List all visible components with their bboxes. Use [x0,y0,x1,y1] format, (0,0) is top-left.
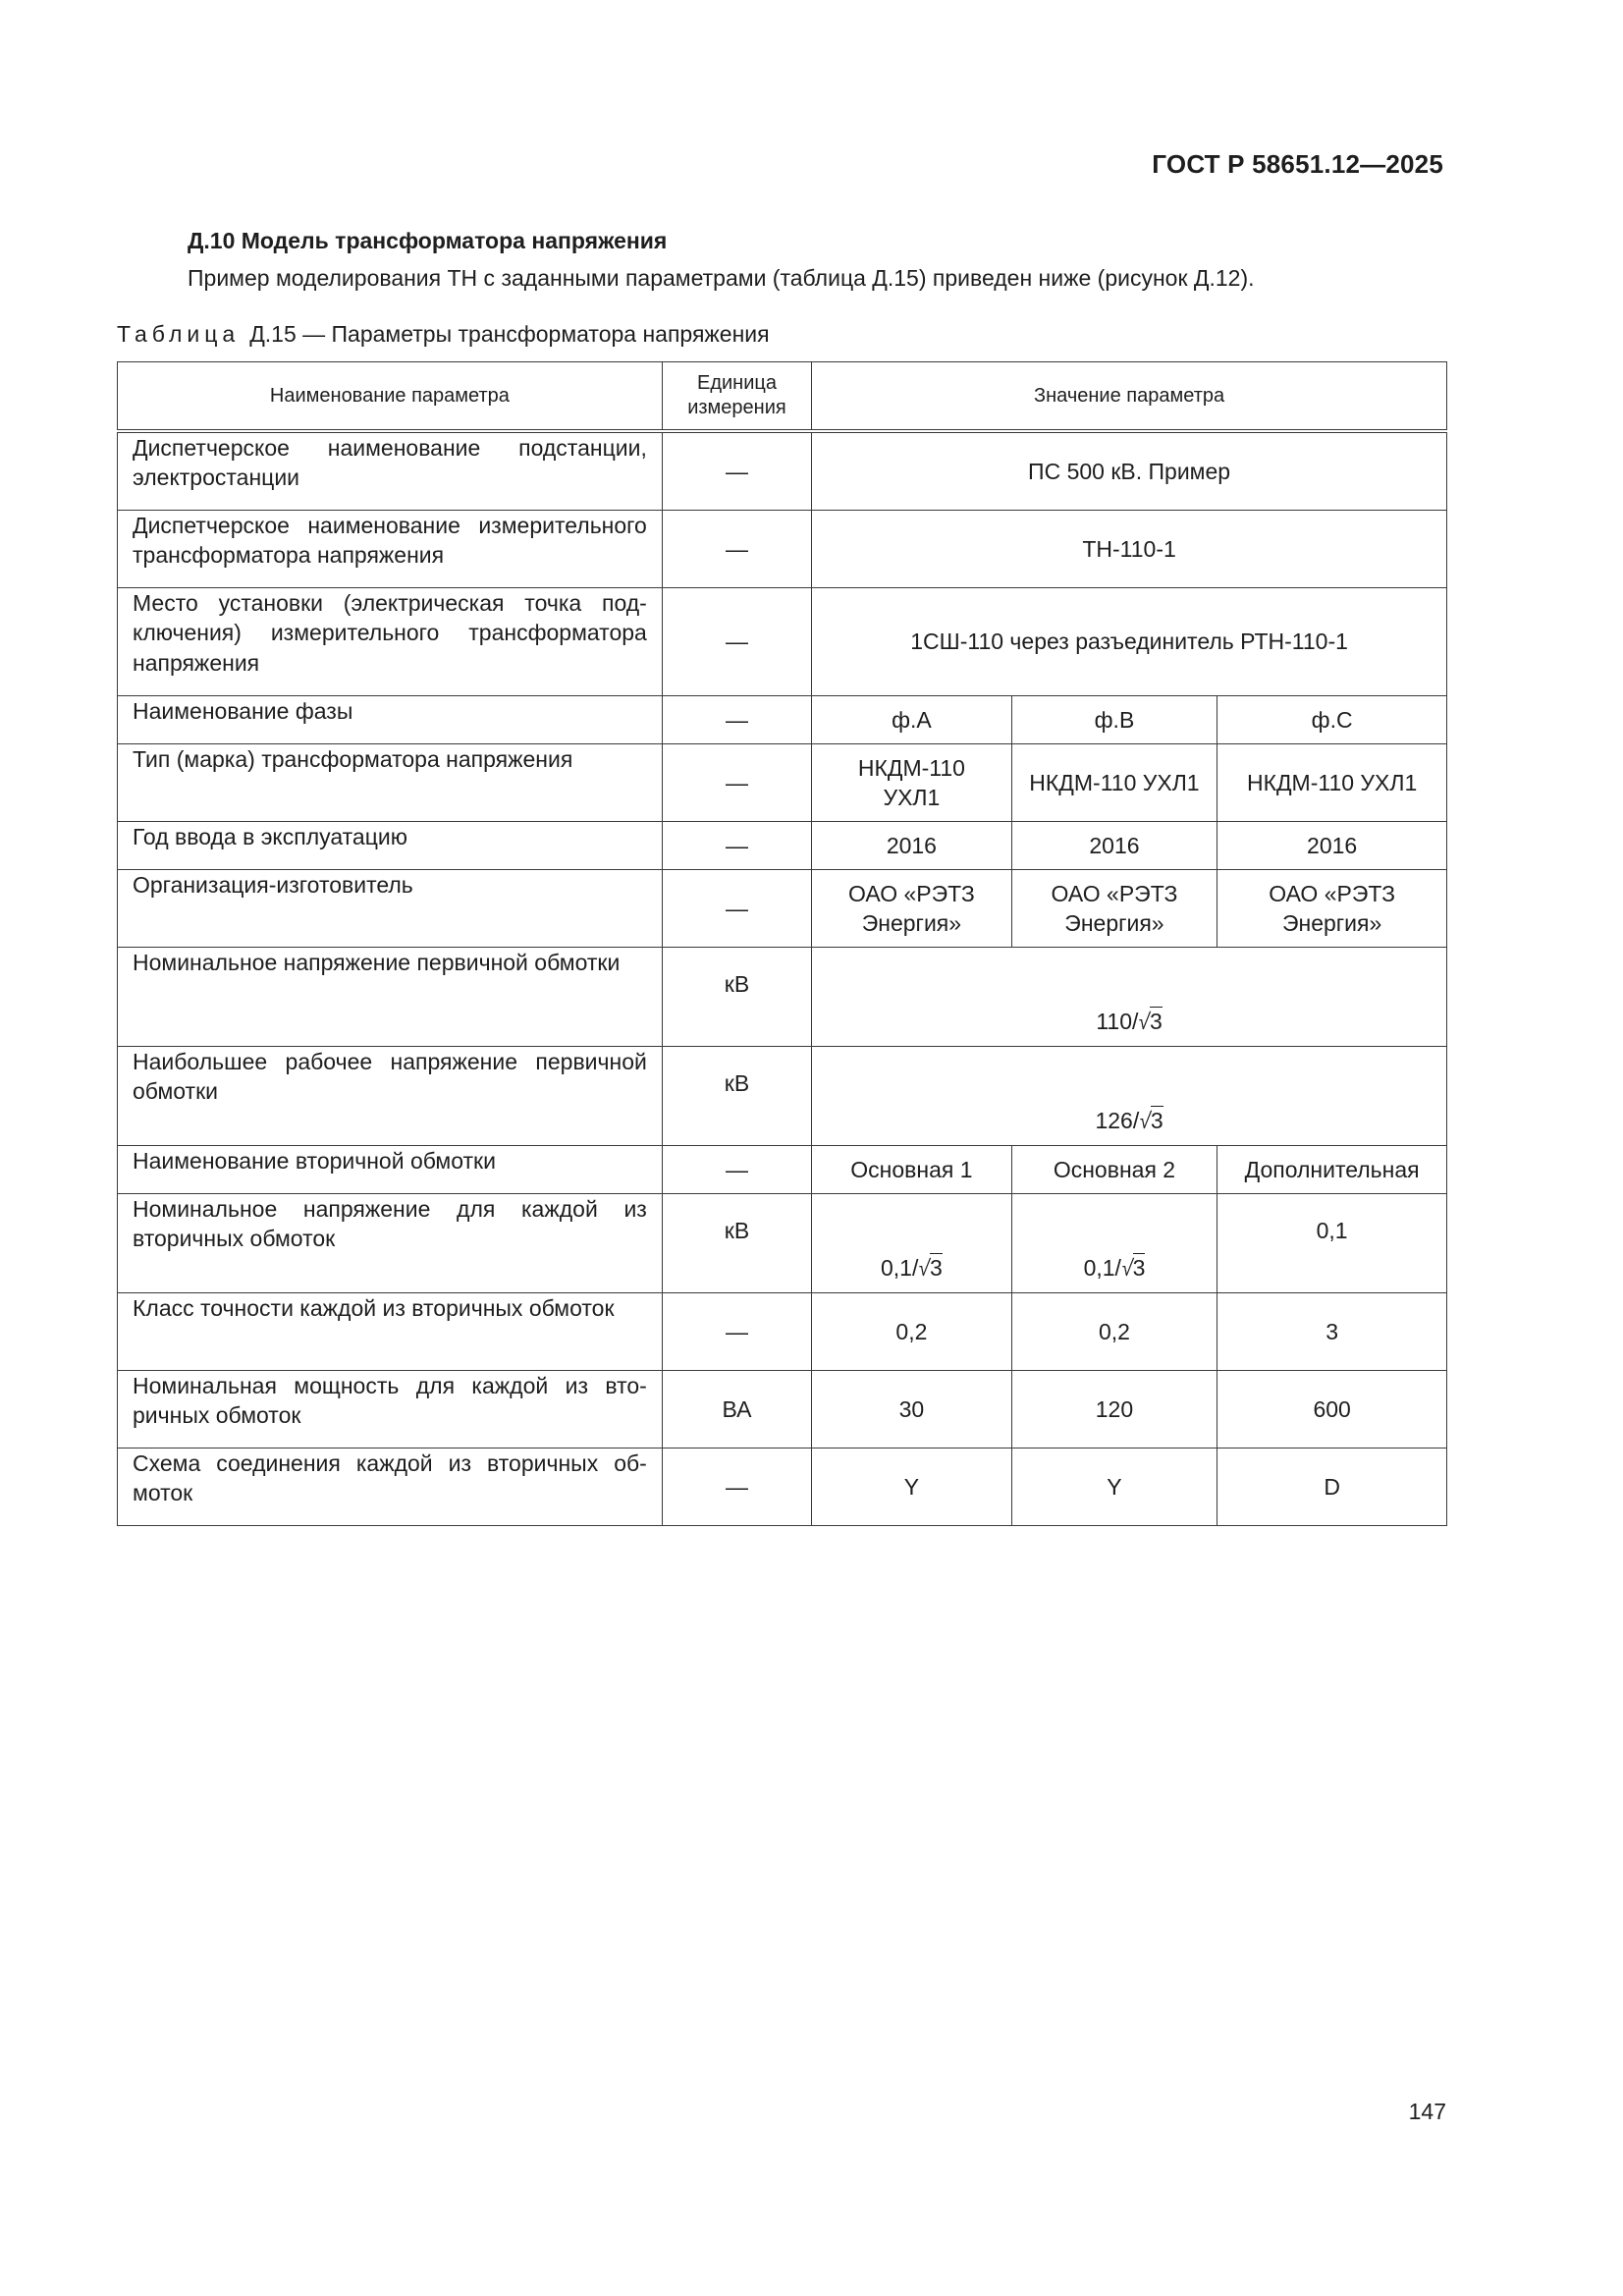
param-value-winding-2: 120 [1011,1371,1217,1449]
param-value-phase-b: 2016 [1011,822,1217,870]
param-unit: — [662,870,811,948]
param-value-phase-c: 2016 [1217,822,1447,870]
param-value-winding-1: 30 [812,1371,1012,1449]
param-name: Класс точности каждой из вторичных обмоток [118,1293,663,1371]
param-value: ТН-110-1 [812,511,1447,588]
parameters-table [117,361,1447,1526]
param-unit: — [662,822,811,870]
param-unit: — [662,431,811,511]
param-value-winding-3: 3 [1217,1293,1447,1371]
table-row [118,948,1447,1047]
param-name: Диспетчерское наименование измерительного трансформатора напряжения [118,511,663,588]
page-number: 147 [1408,2099,1446,2124]
table-row [118,1371,1447,1449]
table-row [118,1293,1447,1371]
param-unit: — [662,696,811,744]
table-row [118,588,1447,696]
param-value: 1СШ-110 через разъединитель РТН-110-1 [812,588,1447,696]
table-row [118,1194,1447,1293]
param-name: Год ввода в эксплуатацию [118,822,663,870]
param-value-phase-a: 2016 [812,822,1012,870]
sqrt-radicand: 3 [1150,1107,1163,1133]
param-value-phase-c: НКДМ-110 УХЛ1 [1217,744,1447,822]
param-name: Тип (марка) трансформатора напряжения [118,744,663,822]
param-value [812,948,1447,1047]
sqrt-expression [1095,1108,1163,1133]
param-unit: — [662,1146,811,1194]
param-unit: — [662,511,811,588]
sqrt-numerator: 0,1/ [881,1254,919,1281]
param-name: Наименование вторичной обмотки [118,1146,663,1194]
param-value-winding-3: D [1217,1449,1447,1526]
param-name: Наименование фазы [118,696,663,744]
param-name: Организация-изготовитель [118,870,663,948]
radical-sign: √ [917,1254,933,1281]
param-value-winding-2: Y [1011,1449,1217,1526]
sqrt-radicand: 3 [930,1254,943,1281]
sqrt-radicand: 3 [1150,1008,1163,1034]
param-value-winding-3: 0,1 [1217,1194,1447,1293]
param-value-phase-a: ОАО «РЭТЗ Энергия» [812,870,1012,948]
param-name: Наибольшее рабочее напряжение первичной обмотки [118,1047,663,1146]
sqrt-expression [1084,1255,1146,1281]
param-value-winding-2: Основная 2 [1011,1146,1217,1194]
header-unit-line2: измерения [687,397,786,418]
param-name: Номинальное напряжение для каждой из вторичных обмоток [118,1194,663,1293]
sqrt-expression [1096,1009,1162,1034]
param-name: Место установки (электрическая точка подключения) измерительного трансформатора напряжения [118,588,663,696]
sqrt-expression [881,1255,943,1281]
header-unit [662,362,811,432]
table-row [118,1449,1447,1526]
sqrt-numerator: 126/ [1095,1107,1140,1133]
table-row [118,870,1447,948]
table-row [118,1047,1447,1146]
param-value-winding-1: Основная 1 [812,1146,1012,1194]
param-name: Диспетчерское наименование подстанции, электростанции [118,431,663,511]
param-name: Номинальное напряжение первичной обмотки [118,948,663,1047]
param-unit: — [662,1293,811,1371]
radical-sign: √ [1138,1107,1153,1133]
header-value: Значение параметра [812,362,1447,432]
param-name: Номинальная мощность для каждой из вторичных обмоток [118,1371,663,1449]
radical-sign: √ [1119,1254,1135,1281]
table-row [118,744,1447,822]
param-unit: кВ [662,1194,811,1293]
sqrt-numerator: 110/ [1096,1008,1139,1034]
table-row [118,431,1447,511]
param-value-phase-a: ф.А [812,696,1012,744]
param-value-phase-c: ф.С [1217,696,1447,744]
param-value-phase-c: ОАО «РЭТЗ Энергия» [1217,870,1447,948]
param-value-winding-2 [1011,1194,1217,1293]
param-value [812,1047,1447,1146]
table-row [118,696,1447,744]
table-header-row [118,362,1447,432]
sqrt-radicand: 3 [1132,1254,1146,1281]
table-row [118,1146,1447,1194]
header-name: Наименование параметра [118,362,663,432]
param-value-winding-3: Дополнительная [1217,1146,1447,1194]
document-code: ГОСТ Р 58651.12—2025 [1152,149,1443,179]
radical-sign: √ [1137,1008,1153,1034]
param-unit: — [662,744,811,822]
param-value-winding-1: Y [812,1449,1012,1526]
table-row [118,822,1447,870]
param-unit: кВ [662,948,811,1047]
param-value-winding-3: 600 [1217,1371,1447,1449]
section-title: Д.10 Модель трансформатора напряжения [188,228,668,253]
sqrt-numerator: 0,1/ [1083,1254,1121,1281]
param-unit: — [662,588,811,696]
table-caption [117,321,770,348]
param-value-phase-b: ф.В [1011,696,1217,744]
param-name: Схема соединения каждой из вторичных обмоток [118,1449,663,1526]
param-value-winding-2: 0,2 [1011,1293,1217,1371]
param-value-winding-1 [812,1194,1012,1293]
param-value-winding-1: 0,2 [812,1293,1012,1371]
param-value-phase-b: НКДМ-110 УХЛ1 [1011,744,1217,822]
param-unit: кВ [662,1047,811,1146]
intro-paragraph: Пример моделирования ТН с заданными параметрами (таблица Д.15) приведен ниже (рисунок Д.12). [188,265,1255,291]
param-value-phase-b: ОАО «РЭТЗ Энергия» [1011,870,1217,948]
table-caption-text: Д.15 — Параметры трансформатора напряжения [249,321,770,347]
param-unit: — [662,1449,811,1526]
param-value: ПС 500 кВ. Пример [812,431,1447,511]
param-value-phase-a: НКДМ-110 УХЛ1 [812,744,1012,822]
param-unit: ВА [662,1371,811,1449]
table-caption-word: Таблица [117,321,241,347]
header-unit-line1: Единица [696,372,777,394]
table-row [118,511,1447,588]
